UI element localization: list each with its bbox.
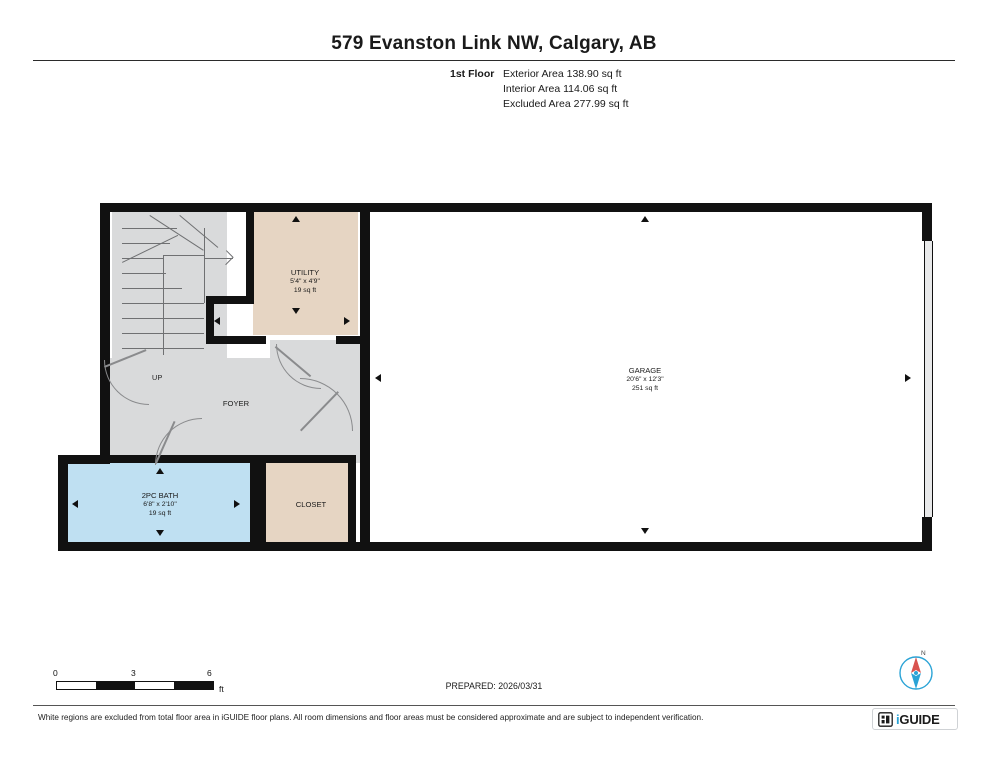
room-area: 19 sq ft xyxy=(148,510,172,518)
compass-north-label: N xyxy=(921,650,926,657)
page-title: 579 Evanston Link NW, Calgary, AB xyxy=(331,33,657,54)
exterior-wall-bottom xyxy=(58,542,932,551)
exterior-wall-right-lower xyxy=(922,517,932,551)
iguide-guide: GUIDE xyxy=(899,711,940,727)
room-label-utility xyxy=(265,268,345,296)
room-label-closet xyxy=(271,500,351,509)
stairs-up-label: UP xyxy=(152,373,163,382)
room-area: 251 sq ft xyxy=(631,385,659,393)
closet-wall-left xyxy=(258,455,266,543)
garage-interior-wall xyxy=(360,203,370,551)
iguide-i: i xyxy=(896,711,900,727)
closet-wall-right xyxy=(348,455,356,543)
floor-label: 1st Floor xyxy=(450,68,495,80)
stair-tread xyxy=(122,273,166,274)
iguide-logo xyxy=(872,708,958,730)
iguide-mark-icon xyxy=(878,712,893,727)
room-name: 2PC BATH xyxy=(141,491,179,500)
stair-rail xyxy=(163,255,205,256)
compass-icon xyxy=(895,652,937,694)
room-area: 19 sq ft xyxy=(293,287,317,295)
exterior-wall-top xyxy=(100,203,932,212)
utility-wall-bottom xyxy=(206,336,266,344)
interior-area: Interior Area 114.06 sq ft xyxy=(503,83,618,95)
scale-unit: ft xyxy=(219,684,224,694)
direction-arrow-bath-top xyxy=(156,468,164,474)
direction-arrow-bath-right xyxy=(234,500,240,508)
garage-door-opening xyxy=(924,241,933,517)
direction-arrow-garage-top xyxy=(641,216,649,222)
room-name: GARAGE xyxy=(628,366,662,375)
room-dimensions: 6'8" x 2'10" xyxy=(143,501,177,509)
utility-wall-left xyxy=(246,203,254,303)
room-name: FOYER xyxy=(222,399,250,408)
exterior-wall-right-upper xyxy=(922,203,932,241)
direction-arrow-garage-left xyxy=(375,374,381,382)
direction-arrow-bath-bottom xyxy=(156,530,164,536)
direction-arrow-utility-left xyxy=(214,317,220,325)
direction-arrow-garage-right xyxy=(905,374,911,382)
excluded-area: Excluded Area 277.99 sq ft xyxy=(503,98,629,110)
footer-divider xyxy=(33,705,955,706)
scale-tick-3: 3 xyxy=(131,668,136,678)
stair-rail xyxy=(204,228,205,303)
direction-arrow-utility-top xyxy=(292,216,300,222)
room-name: CLOSET xyxy=(295,500,327,509)
utility-wall-bottom-right xyxy=(336,336,362,344)
direction-arrow-utility-bottom xyxy=(292,308,300,314)
prepared-date: PREPARED: 2026/03/31 xyxy=(445,681,543,691)
bath-wall-right xyxy=(250,455,258,543)
scale-tick-6: 6 xyxy=(207,668,212,678)
room-dimensions: 20'6" x 12'3" xyxy=(626,376,664,384)
scale-tick-0: 0 xyxy=(53,668,58,678)
disclaimer-text: White regions are excluded from total floor area in iGUIDE floor plans. All room dimensions and floor areas must be considered approximate and are subject to independent verification. xyxy=(38,713,704,722)
room-label-bath xyxy=(120,491,200,519)
stair-rail xyxy=(163,255,164,355)
iguide-wordmark xyxy=(896,712,940,727)
room-label-foyer xyxy=(196,399,276,408)
exterior-wall-left-lower xyxy=(58,455,68,551)
room-dimensions: 5'4" x 4'9" xyxy=(290,278,320,286)
direction-arrow-utility-right xyxy=(344,317,350,325)
direction-arrow-garage-bottom xyxy=(641,528,649,534)
room-name: UTILITY xyxy=(290,268,320,277)
stair-direction-head xyxy=(226,250,234,258)
room-label-garage xyxy=(605,366,685,394)
direction-arrow-bath-left xyxy=(72,500,78,508)
exterior-area: Exterior Area 138.90 sq ft xyxy=(503,68,622,80)
stair-tread xyxy=(122,288,182,289)
closet-wall-top xyxy=(258,455,356,463)
